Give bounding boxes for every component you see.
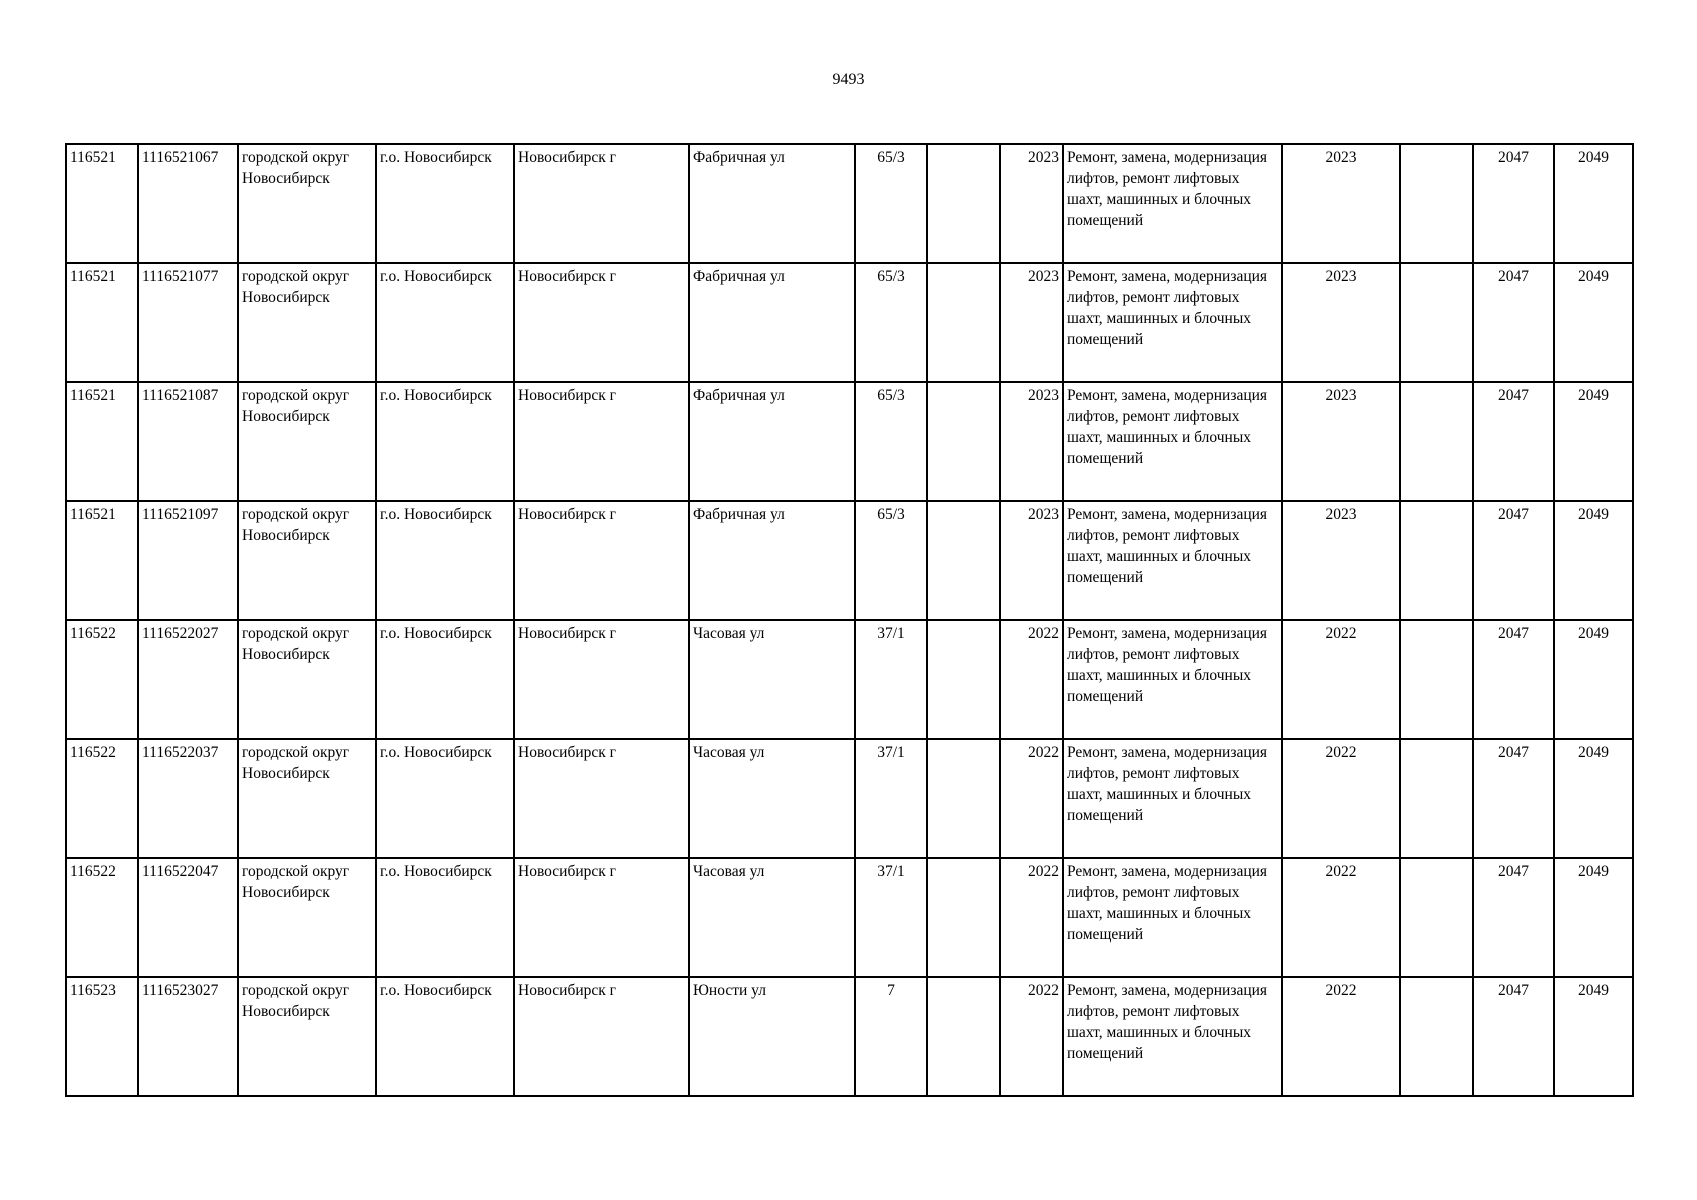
cell-district: г.о. Новосибирск — [376, 977, 514, 1096]
cell-district: г.о. Новосибирск — [376, 858, 514, 977]
table-row — [66, 620, 1633, 739]
table-row — [66, 382, 1633, 501]
cell-city: Новосибирск г — [514, 858, 689, 977]
cell-work-type: Ремонт, замена, модернизация лифтов, ремонт лифтовых шахт, машинных и блочных помещений — [1063, 144, 1282, 263]
cell-year-from: 2047 — [1473, 144, 1554, 263]
cell-district: г.о. Новосибирск — [376, 382, 514, 501]
cell-street: Фабричная ул — [689, 263, 855, 382]
cell-plan-year: 2022 — [1282, 620, 1400, 739]
cell-municipality: городской округ Новосибирск — [238, 858, 376, 977]
cell-city: Новосибирск г — [514, 501, 689, 620]
cell-municipality: городской округ Новосибирск — [238, 739, 376, 858]
cell-plan-year: 2023 — [1282, 263, 1400, 382]
registry-table — [65, 143, 1634, 1097]
cell-city: Новосибирск г — [514, 620, 689, 739]
cell-plan-year: 2023 — [1282, 382, 1400, 501]
cell-year-from: 2047 — [1473, 382, 1554, 501]
cell-year-from: 2047 — [1473, 858, 1554, 977]
cell-municipality: городской округ Новосибирск — [238, 263, 376, 382]
cell-street: Фабричная ул — [689, 144, 855, 263]
cell-house: 37/1 — [855, 739, 927, 858]
cell-building — [927, 144, 1000, 263]
cell-street: Часовая ул — [689, 739, 855, 858]
page-number: 9493 — [832, 71, 865, 88]
cell-year-from: 2047 — [1473, 977, 1554, 1096]
cell-street: Фабричная ул — [689, 382, 855, 501]
cell-house: 7 — [855, 977, 927, 1096]
cell-municipality: городской округ Новосибирск — [238, 977, 376, 1096]
cell-street: Юности ул — [689, 977, 855, 1096]
cell-house: 65/3 — [855, 501, 927, 620]
cell-plan-year: 2023 — [1282, 501, 1400, 620]
cell-building — [927, 501, 1000, 620]
cell-code: 1116521067 — [138, 144, 238, 263]
cell-municipality: городской округ Новосибирск — [238, 382, 376, 501]
cell-code: 1116522027 — [138, 620, 238, 739]
cell-year-to: 2049 — [1554, 501, 1633, 620]
cell-building — [927, 739, 1000, 858]
cell-house: 65/3 — [855, 382, 927, 501]
cell-building — [927, 382, 1000, 501]
cell-year-built: 2023 — [1000, 501, 1063, 620]
cell-year-from: 2047 — [1473, 263, 1554, 382]
cell-id: 116521 — [66, 144, 138, 263]
cell-id: 116522 — [66, 858, 138, 977]
table-row — [66, 144, 1633, 263]
table-row — [66, 739, 1633, 858]
cell-year-to: 2049 — [1554, 739, 1633, 858]
cell-work-type: Ремонт, замена, модернизация лифтов, ремонт лифтовых шахт, машинных и блочных помещений — [1063, 501, 1282, 620]
cell-id: 116522 — [66, 620, 138, 739]
cell-year-to: 2049 — [1554, 858, 1633, 977]
cell-id: 116521 — [66, 501, 138, 620]
cell-building — [927, 977, 1000, 1096]
table-row — [66, 858, 1633, 977]
cell-building — [927, 858, 1000, 977]
cell-year-built: 2022 — [1000, 620, 1063, 739]
cell-extra — [1400, 858, 1473, 977]
cell-id: 116521 — [66, 263, 138, 382]
cell-municipality: городской округ Новосибирск — [238, 501, 376, 620]
cell-municipality: городской округ Новосибирск — [238, 620, 376, 739]
cell-code: 1116522037 — [138, 739, 238, 858]
cell-street: Часовая ул — [689, 858, 855, 977]
cell-house: 37/1 — [855, 620, 927, 739]
cell-district: г.о. Новосибирск — [376, 739, 514, 858]
cell-district: г.о. Новосибирск — [376, 263, 514, 382]
cell-year-built: 2023 — [1000, 144, 1063, 263]
table-row — [66, 977, 1633, 1096]
cell-city: Новосибирск г — [514, 977, 689, 1096]
cell-id: 116521 — [66, 382, 138, 501]
cell-plan-year: 2023 — [1282, 144, 1400, 263]
cell-work-type: Ремонт, замена, модернизация лифтов, ремонт лифтовых шахт, машинных и блочных помещений — [1063, 382, 1282, 501]
cell-work-type: Ремонт, замена, модернизация лифтов, ремонт лифтовых шахт, машинных и блочных помещений — [1063, 739, 1282, 858]
cell-city: Новосибирск г — [514, 144, 689, 263]
cell-extra — [1400, 501, 1473, 620]
cell-city: Новосибирск г — [514, 382, 689, 501]
cell-house: 65/3 — [855, 144, 927, 263]
cell-work-type: Ремонт, замена, модернизация лифтов, ремонт лифтовых шахт, машинных и блочных помещений — [1063, 858, 1282, 977]
cell-house: 37/1 — [855, 858, 927, 977]
cell-year-from: 2047 — [1473, 501, 1554, 620]
cell-house: 65/3 — [855, 263, 927, 382]
cell-year-built: 2023 — [1000, 263, 1063, 382]
cell-district: г.о. Новосибирск — [376, 620, 514, 739]
cell-municipality: городской округ Новосибирск — [238, 144, 376, 263]
cell-city: Новосибирск г — [514, 263, 689, 382]
cell-extra — [1400, 620, 1473, 739]
table-body — [66, 144, 1633, 1096]
cell-extra — [1400, 144, 1473, 263]
cell-year-to: 2049 — [1554, 263, 1633, 382]
cell-code: 1116521097 — [138, 501, 238, 620]
cell-plan-year: 2022 — [1282, 858, 1400, 977]
cell-plan-year: 2022 — [1282, 977, 1400, 1096]
cell-code: 1116522047 — [138, 858, 238, 977]
cell-year-built: 2022 — [1000, 739, 1063, 858]
cell-year-from: 2047 — [1473, 739, 1554, 858]
cell-year-built: 2022 — [1000, 977, 1063, 1096]
cell-year-to: 2049 — [1554, 620, 1633, 739]
cell-work-type: Ремонт, замена, модернизация лифтов, ремонт лифтовых шахт, машинных и блочных помещений — [1063, 263, 1282, 382]
cell-code: 1116521087 — [138, 382, 238, 501]
cell-street: Часовая ул — [689, 620, 855, 739]
cell-id: 116522 — [66, 739, 138, 858]
cell-extra — [1400, 382, 1473, 501]
cell-extra — [1400, 977, 1473, 1096]
table-row — [66, 263, 1633, 382]
cell-plan-year: 2022 — [1282, 739, 1400, 858]
cell-code: 1116521077 — [138, 263, 238, 382]
table-row — [66, 501, 1633, 620]
cell-id: 116523 — [66, 977, 138, 1096]
cell-year-to: 2049 — [1554, 977, 1633, 1096]
cell-city: Новосибирск г — [514, 739, 689, 858]
cell-street: Фабричная ул — [689, 501, 855, 620]
cell-work-type: Ремонт, замена, модернизация лифтов, ремонт лифтовых шахт, машинных и блочных помещений — [1063, 977, 1282, 1096]
cell-work-type: Ремонт, замена, модернизация лифтов, ремонт лифтовых шахт, машинных и блочных помещений — [1063, 620, 1282, 739]
cell-extra — [1400, 739, 1473, 858]
cell-district: г.о. Новосибирск — [376, 501, 514, 620]
cell-year-built: 2022 — [1000, 858, 1063, 977]
cell-district: г.о. Новосибирск — [376, 144, 514, 263]
cell-year-built: 2023 — [1000, 382, 1063, 501]
cell-year-from: 2047 — [1473, 620, 1554, 739]
cell-extra — [1400, 263, 1473, 382]
cell-building — [927, 263, 1000, 382]
cell-code: 1116523027 — [138, 977, 238, 1096]
cell-year-to: 2049 — [1554, 144, 1633, 263]
cell-year-to: 2049 — [1554, 382, 1633, 501]
cell-building — [927, 620, 1000, 739]
